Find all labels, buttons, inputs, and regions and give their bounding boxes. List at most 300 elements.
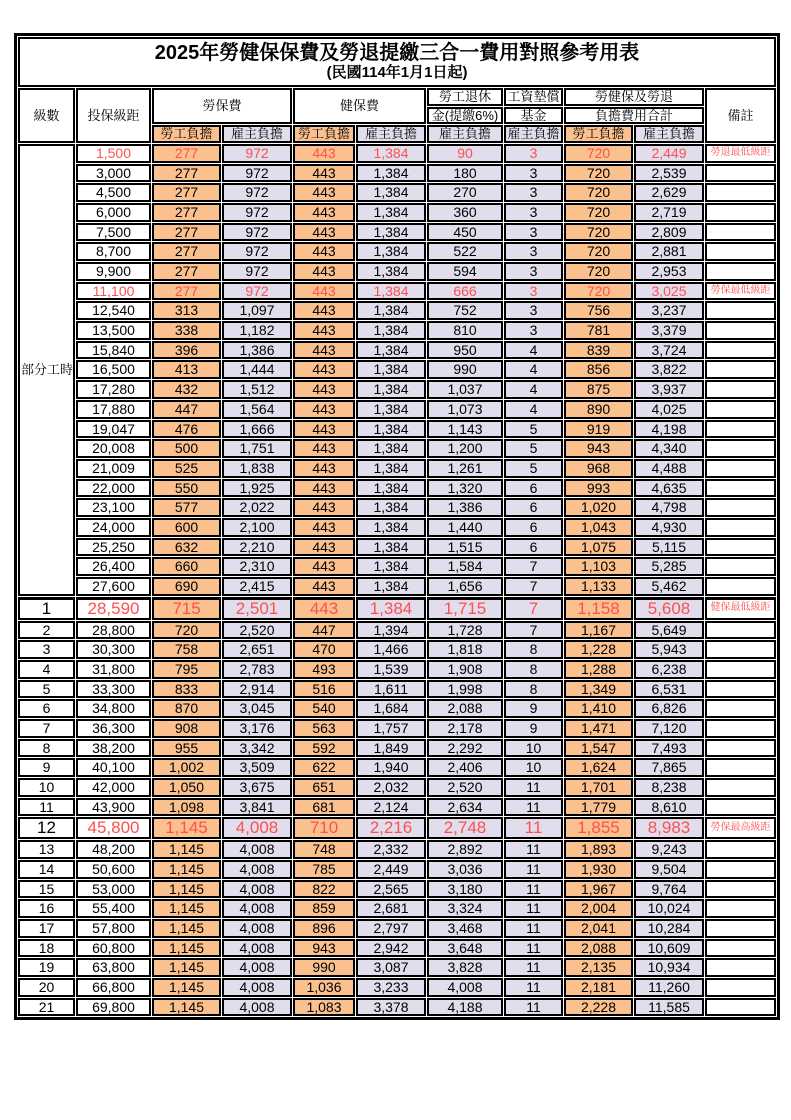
cell-labor-employee: 338 xyxy=(152,321,221,340)
cell-remark xyxy=(705,164,776,183)
cell-bracket: 23,100 xyxy=(76,498,151,517)
cell-total-employer: 11,585 xyxy=(634,998,704,1017)
cell-labor-employer: 4,008 xyxy=(222,998,292,1017)
cell-health-employee: 443 xyxy=(293,557,355,576)
cell-total-employer: 3,937 xyxy=(634,380,704,399)
cell-remark: 勞保最高級距 xyxy=(705,817,776,839)
cell-remark xyxy=(705,998,776,1017)
cell-bracket: 43,900 xyxy=(76,798,151,817)
cell-level: 20 xyxy=(18,978,75,997)
cell-pension-employer: 522 xyxy=(427,242,503,261)
cell-bracket: 1,500 xyxy=(76,144,151,163)
cell-labor-employer: 1,666 xyxy=(222,420,292,439)
subheader-pension-employer: 雇主負擔 xyxy=(427,125,503,143)
cell-health-employee: 443 xyxy=(293,282,355,301)
cell-labor-employee: 833 xyxy=(152,680,221,699)
cell-pension-employer: 2,088 xyxy=(427,699,503,718)
cell-health-employer: 2,565 xyxy=(356,880,426,899)
cell-total-employer: 8,238 xyxy=(634,778,704,797)
cell-bracket: 3,000 xyxy=(76,164,151,183)
cell-labor-employee: 1,145 xyxy=(152,998,221,1017)
cell-labor-employee: 550 xyxy=(152,479,221,498)
part-time-label: 部分工時 xyxy=(18,144,75,596)
cell-bracket: 34,800 xyxy=(76,699,151,718)
col-header-remark: 備註 xyxy=(705,88,776,143)
cell-labor-employee: 1,145 xyxy=(152,817,221,839)
page-title: 2025年勞健保保費及勞退提繳三合一費用對照參考用表 xyxy=(154,42,640,65)
cell-remark xyxy=(705,660,776,679)
cell-total-employer: 6,826 xyxy=(634,699,704,718)
cell-remark xyxy=(705,958,776,977)
cell-total-employer: 4,798 xyxy=(634,498,704,517)
cell-pension-employer: 1,143 xyxy=(427,420,503,439)
cell-health-employee: 443 xyxy=(293,400,355,419)
cell-total-employee: 1,158 xyxy=(564,597,633,620)
cell-pension-employer: 180 xyxy=(427,164,503,183)
cell-total-employer: 3,822 xyxy=(634,360,704,379)
cell-total-employee: 839 xyxy=(564,341,633,360)
cell-bracket: 17,880 xyxy=(76,400,151,419)
cell-wage-fund-employer: 8 xyxy=(504,640,563,659)
cell-labor-employee: 758 xyxy=(152,640,221,659)
cell-wage-fund-employer: 3 xyxy=(504,242,563,261)
table-row xyxy=(18,400,776,419)
cell-health-employee: 990 xyxy=(293,958,355,977)
cell-health-employer: 1,384 xyxy=(356,498,426,517)
cell-remark: 勞退最低級距 xyxy=(705,144,776,163)
cell-pension-employer: 1,715 xyxy=(427,597,503,620)
cell-wage-fund-employer: 9 xyxy=(504,699,563,718)
cell-labor-employer: 4,008 xyxy=(222,939,292,958)
cell-total-employer: 7,865 xyxy=(634,758,704,777)
table-row xyxy=(18,420,776,439)
cell-total-employer: 9,504 xyxy=(634,860,704,879)
cell-pension-employer: 270 xyxy=(427,183,503,202)
subheader-total-employee: 勞工負擔 xyxy=(564,125,633,143)
col-header-health-insurance: 健保費 xyxy=(293,88,426,124)
cell-wage-fund-employer: 10 xyxy=(504,758,563,777)
cell-labor-employer: 3,342 xyxy=(222,739,292,758)
col-header-bracket: 投保級距 xyxy=(76,88,151,143)
cell-wage-fund-employer: 5 xyxy=(504,459,563,478)
cell-health-employer: 1,539 xyxy=(356,660,426,679)
cell-pension-employer: 2,292 xyxy=(427,739,503,758)
cell-total-employee: 1,547 xyxy=(564,739,633,758)
table-row xyxy=(18,998,776,1017)
cell-total-employer: 6,238 xyxy=(634,660,704,679)
table-row xyxy=(18,479,776,498)
cell-wage-fund-employer: 3 xyxy=(504,144,563,163)
cell-wage-fund-employer: 7 xyxy=(504,597,563,620)
cell-total-employee: 1,855 xyxy=(564,817,633,839)
cell-health-employee: 443 xyxy=(293,538,355,557)
cell-health-employer: 3,087 xyxy=(356,958,426,977)
cell-labor-employer: 1,512 xyxy=(222,380,292,399)
cell-health-employer: 1,384 xyxy=(356,380,426,399)
cell-pension-employer: 990 xyxy=(427,360,503,379)
cell-health-employer: 2,124 xyxy=(356,798,426,817)
cell-bracket: 24,000 xyxy=(76,518,151,537)
cell-wage-fund-employer: 6 xyxy=(504,518,563,537)
table-row xyxy=(18,817,776,839)
cell-bracket: 26,400 xyxy=(76,557,151,576)
cell-bracket: 36,300 xyxy=(76,719,151,738)
cell-total-employer: 3,724 xyxy=(634,341,704,360)
cell-health-employee: 540 xyxy=(293,699,355,718)
cell-labor-employee: 870 xyxy=(152,699,221,718)
cell-labor-employer: 3,675 xyxy=(222,778,292,797)
cell-bracket: 48,200 xyxy=(76,840,151,859)
table-row xyxy=(18,203,776,222)
cell-total-employer: 2,629 xyxy=(634,183,704,202)
cell-health-employer: 3,378 xyxy=(356,998,426,1017)
cell-labor-employer: 972 xyxy=(222,262,292,281)
cell-pension-employer: 1,073 xyxy=(427,400,503,419)
cell-labor-employee: 525 xyxy=(152,459,221,478)
cell-wage-fund-employer: 8 xyxy=(504,660,563,679)
cell-remark xyxy=(705,360,776,379)
cell-wage-fund-employer: 7 xyxy=(504,621,563,640)
cell-remark xyxy=(705,420,776,439)
cell-health-employee: 943 xyxy=(293,939,355,958)
cell-labor-employee: 277 xyxy=(152,282,221,301)
cell-remark xyxy=(705,680,776,699)
cell-total-employee: 2,181 xyxy=(564,978,633,997)
cell-pension-employer: 1,728 xyxy=(427,621,503,640)
table-row xyxy=(18,439,776,458)
cell-health-employee: 443 xyxy=(293,577,355,596)
cell-wage-fund-employer: 11 xyxy=(504,860,563,879)
table-row xyxy=(18,919,776,938)
cell-health-employee: 710 xyxy=(293,817,355,839)
cell-bracket: 20,008 xyxy=(76,439,151,458)
cell-level: 12 xyxy=(18,817,75,839)
cell-total-employer: 4,198 xyxy=(634,420,704,439)
cell-total-employer: 4,488 xyxy=(634,459,704,478)
cell-total-employee: 1,020 xyxy=(564,498,633,517)
col-header-wage-fund-line2: 基金 xyxy=(504,107,563,125)
cell-labor-employee: 277 xyxy=(152,144,221,163)
cell-level: 4 xyxy=(18,660,75,679)
cell-pension-employer: 666 xyxy=(427,282,503,301)
cell-labor-employee: 720 xyxy=(152,621,221,640)
cell-remark xyxy=(705,518,776,537)
cell-remark xyxy=(705,778,776,797)
cell-remark xyxy=(705,538,776,557)
cell-level: 17 xyxy=(18,919,75,938)
cell-remark xyxy=(705,699,776,718)
cell-remark xyxy=(705,880,776,899)
cell-wage-fund-employer: 5 xyxy=(504,420,563,439)
cell-labor-employer: 972 xyxy=(222,144,292,163)
cell-health-employee: 443 xyxy=(293,459,355,478)
cell-wage-fund-employer: 11 xyxy=(504,880,563,899)
cell-labor-employee: 1,145 xyxy=(152,840,221,859)
cell-labor-employee: 577 xyxy=(152,498,221,517)
cell-health-employer: 1,384 xyxy=(356,479,426,498)
cell-total-employee: 890 xyxy=(564,400,633,419)
cell-labor-employer: 1,751 xyxy=(222,439,292,458)
cell-health-employee: 493 xyxy=(293,660,355,679)
cell-labor-employer: 3,176 xyxy=(222,719,292,738)
cell-health-employee: 443 xyxy=(293,597,355,620)
cell-health-employer: 3,233 xyxy=(356,978,426,997)
col-header-pension-line1: 勞工退休 xyxy=(427,88,503,106)
table-row xyxy=(18,860,776,879)
cell-labor-employer: 2,783 xyxy=(222,660,292,679)
cell-pension-employer: 752 xyxy=(427,301,503,320)
cell-health-employee: 592 xyxy=(293,739,355,758)
cell-total-employer: 2,719 xyxy=(634,203,704,222)
cell-level: 2 xyxy=(18,621,75,640)
cell-total-employer: 9,764 xyxy=(634,880,704,899)
cell-pension-employer: 1,037 xyxy=(427,380,503,399)
cell-pension-employer: 1,386 xyxy=(427,498,503,517)
premium-table xyxy=(14,33,780,1020)
cell-health-employee: 443 xyxy=(293,223,355,242)
cell-bracket: 25,250 xyxy=(76,538,151,557)
cell-pension-employer: 3,180 xyxy=(427,880,503,899)
cell-remark xyxy=(705,341,776,360)
cell-labor-employer: 1,925 xyxy=(222,479,292,498)
cell-total-employee: 993 xyxy=(564,479,633,498)
cell-bracket: 33,300 xyxy=(76,680,151,699)
cell-pension-employer: 2,406 xyxy=(427,758,503,777)
table-row xyxy=(18,899,776,918)
table-row xyxy=(18,164,776,183)
cell-total-employer: 4,930 xyxy=(634,518,704,537)
cell-labor-employee: 277 xyxy=(152,164,221,183)
cell-health-employee: 443 xyxy=(293,360,355,379)
table-row xyxy=(18,144,776,163)
cell-total-employer: 4,025 xyxy=(634,400,704,419)
cell-total-employee: 1,701 xyxy=(564,778,633,797)
cell-bracket: 13,500 xyxy=(76,321,151,340)
cell-labor-employer: 972 xyxy=(222,242,292,261)
cell-pension-employer: 1,998 xyxy=(427,680,503,699)
cell-pension-employer: 1,656 xyxy=(427,577,503,596)
cell-health-employee: 516 xyxy=(293,680,355,699)
cell-health-employee: 443 xyxy=(293,321,355,340)
subheader-wage-fund-employer: 雇主負擔 xyxy=(504,125,563,143)
cell-health-employer: 1,940 xyxy=(356,758,426,777)
cell-wage-fund-employer: 11 xyxy=(504,798,563,817)
table-row xyxy=(18,798,776,817)
col-header-level: 級數 xyxy=(18,88,75,143)
cell-total-employee: 720 xyxy=(564,282,633,301)
cell-labor-employer: 1,444 xyxy=(222,360,292,379)
cell-labor-employee: 476 xyxy=(152,420,221,439)
col-header-total-line2: 負擔費用合計 xyxy=(564,107,704,125)
cell-health-employee: 443 xyxy=(293,242,355,261)
cell-health-employee: 443 xyxy=(293,183,355,202)
cell-total-employer: 8,983 xyxy=(634,817,704,839)
cell-health-employee: 470 xyxy=(293,640,355,659)
cell-health-employer: 1,466 xyxy=(356,640,426,659)
cell-total-employer: 7,120 xyxy=(634,719,704,738)
cell-remark xyxy=(705,557,776,576)
col-header-wage-fund-line1: 工資墊償 xyxy=(504,88,563,106)
cell-labor-employee: 1,145 xyxy=(152,899,221,918)
cell-total-employer: 9,243 xyxy=(634,840,704,859)
cell-total-employer: 5,462 xyxy=(634,577,704,596)
cell-health-employer: 1,849 xyxy=(356,739,426,758)
cell-health-employer: 1,384 xyxy=(356,538,426,557)
cell-total-employee: 1,930 xyxy=(564,860,633,879)
cell-bracket: 60,800 xyxy=(76,939,151,958)
cell-health-employer: 1,684 xyxy=(356,699,426,718)
table-row xyxy=(18,183,776,202)
cell-remark xyxy=(705,301,776,320)
cell-bracket: 45,800 xyxy=(76,817,151,839)
cell-labor-employer: 2,914 xyxy=(222,680,292,699)
cell-health-employee: 1,083 xyxy=(293,998,355,1017)
cell-pension-employer: 360 xyxy=(427,203,503,222)
cell-total-employee: 2,135 xyxy=(564,958,633,977)
cell-health-employee: 622 xyxy=(293,758,355,777)
table-row xyxy=(18,621,776,640)
cell-health-employer: 1,384 xyxy=(356,420,426,439)
table-row xyxy=(18,719,776,738)
cell-remark xyxy=(705,621,776,640)
cell-total-employee: 720 xyxy=(564,242,633,261)
cell-labor-employee: 1,145 xyxy=(152,919,221,938)
cell-bracket: 27,600 xyxy=(76,577,151,596)
cell-total-employee: 919 xyxy=(564,420,633,439)
cell-health-employer: 1,384 xyxy=(356,400,426,419)
cell-labor-employer: 4,008 xyxy=(222,840,292,859)
cell-labor-employer: 972 xyxy=(222,183,292,202)
subheader-health-employee: 勞工負擔 xyxy=(293,125,355,143)
cell-pension-employer: 2,178 xyxy=(427,719,503,738)
cell-wage-fund-employer: 11 xyxy=(504,939,563,958)
cell-pension-employer: 1,908 xyxy=(427,660,503,679)
cell-total-employer: 10,934 xyxy=(634,958,704,977)
cell-health-employer: 1,384 xyxy=(356,223,426,242)
cell-total-employee: 2,228 xyxy=(564,998,633,1017)
cell-bracket: 28,590 xyxy=(76,597,151,620)
cell-total-employer: 4,340 xyxy=(634,439,704,458)
cell-labor-employer: 4,008 xyxy=(222,978,292,997)
cell-pension-employer: 2,892 xyxy=(427,840,503,859)
cell-health-employer: 2,942 xyxy=(356,939,426,958)
cell-remark xyxy=(705,262,776,281)
cell-labor-employee: 277 xyxy=(152,203,221,222)
cell-health-employer: 1,384 xyxy=(356,459,426,478)
cell-total-employer: 2,449 xyxy=(634,144,704,163)
cell-labor-employer: 3,509 xyxy=(222,758,292,777)
cell-health-employer: 1,611 xyxy=(356,680,426,699)
table-row xyxy=(18,939,776,958)
cell-total-employee: 2,041 xyxy=(564,919,633,938)
table-row xyxy=(18,739,776,758)
cell-pension-employer: 3,036 xyxy=(427,860,503,879)
cell-remark xyxy=(705,978,776,997)
cell-labor-employer: 2,520 xyxy=(222,621,292,640)
title-cell xyxy=(18,37,776,87)
table-row xyxy=(18,498,776,517)
cell-health-employer: 1,384 xyxy=(356,577,426,596)
cell-pension-employer: 4,188 xyxy=(427,998,503,1017)
cell-level: 7 xyxy=(18,719,75,738)
cell-remark xyxy=(705,860,776,879)
cell-wage-fund-employer: 11 xyxy=(504,840,563,859)
cell-health-employee: 443 xyxy=(293,164,355,183)
cell-total-employee: 720 xyxy=(564,144,633,163)
cell-wage-fund-employer: 3 xyxy=(504,321,563,340)
cell-pension-employer: 1,584 xyxy=(427,557,503,576)
cell-pension-employer: 3,468 xyxy=(427,919,503,938)
table-row xyxy=(18,380,776,399)
cell-total-employee: 1,167 xyxy=(564,621,633,640)
cell-total-employee: 1,288 xyxy=(564,660,633,679)
cell-health-employer: 1,394 xyxy=(356,621,426,640)
cell-level: 6 xyxy=(18,699,75,718)
cell-remark xyxy=(705,223,776,242)
cell-bracket: 4,500 xyxy=(76,183,151,202)
cell-wage-fund-employer: 3 xyxy=(504,262,563,281)
cell-labor-employer: 2,100 xyxy=(222,518,292,537)
cell-total-employee: 1,349 xyxy=(564,680,633,699)
page-subtitle: (民國114年1月1日起) xyxy=(326,64,468,82)
table-row xyxy=(18,699,776,718)
cell-labor-employee: 715 xyxy=(152,597,221,620)
cell-total-employee: 720 xyxy=(564,223,633,242)
cell-total-employer: 7,493 xyxy=(634,739,704,758)
cell-total-employer: 2,953 xyxy=(634,262,704,281)
cell-wage-fund-employer: 11 xyxy=(504,778,563,797)
cell-bracket: 63,800 xyxy=(76,958,151,977)
cell-level: 15 xyxy=(18,880,75,899)
cell-total-employer: 4,635 xyxy=(634,479,704,498)
cell-remark xyxy=(705,400,776,419)
cell-labor-employer: 2,415 xyxy=(222,577,292,596)
cell-level: 5 xyxy=(18,680,75,699)
table-row xyxy=(18,660,776,679)
table-row xyxy=(18,518,776,537)
cell-bracket: 16,500 xyxy=(76,360,151,379)
table-row xyxy=(18,978,776,997)
cell-total-employee: 781 xyxy=(564,321,633,340)
table-row xyxy=(18,341,776,360)
cell-health-employer: 2,681 xyxy=(356,899,426,918)
cell-pension-employer: 2,748 xyxy=(427,817,503,839)
cell-labor-employer: 972 xyxy=(222,282,292,301)
cell-labor-employer: 4,008 xyxy=(222,880,292,899)
cell-bracket: 12,540 xyxy=(76,301,151,320)
cell-remark xyxy=(705,758,776,777)
cell-labor-employee: 795 xyxy=(152,660,221,679)
cell-health-employer: 1,384 xyxy=(356,262,426,281)
cell-health-employer: 2,216 xyxy=(356,817,426,839)
cell-labor-employee: 1,145 xyxy=(152,958,221,977)
cell-remark xyxy=(705,183,776,202)
cell-health-employer: 1,384 xyxy=(356,242,426,261)
cell-health-employee: 443 xyxy=(293,144,355,163)
cell-bracket: 53,000 xyxy=(76,880,151,899)
cell-total-employee: 720 xyxy=(564,183,633,202)
cell-bracket: 38,200 xyxy=(76,739,151,758)
cell-remark xyxy=(705,739,776,758)
cell-pension-employer: 4,008 xyxy=(427,978,503,997)
cell-remark xyxy=(705,899,776,918)
cell-bracket: 9,900 xyxy=(76,262,151,281)
cell-labor-employer: 1,386 xyxy=(222,341,292,360)
cell-health-employee: 443 xyxy=(293,518,355,537)
cell-wage-fund-employer: 5 xyxy=(504,439,563,458)
cell-pension-employer: 950 xyxy=(427,341,503,360)
table-row xyxy=(18,597,776,620)
